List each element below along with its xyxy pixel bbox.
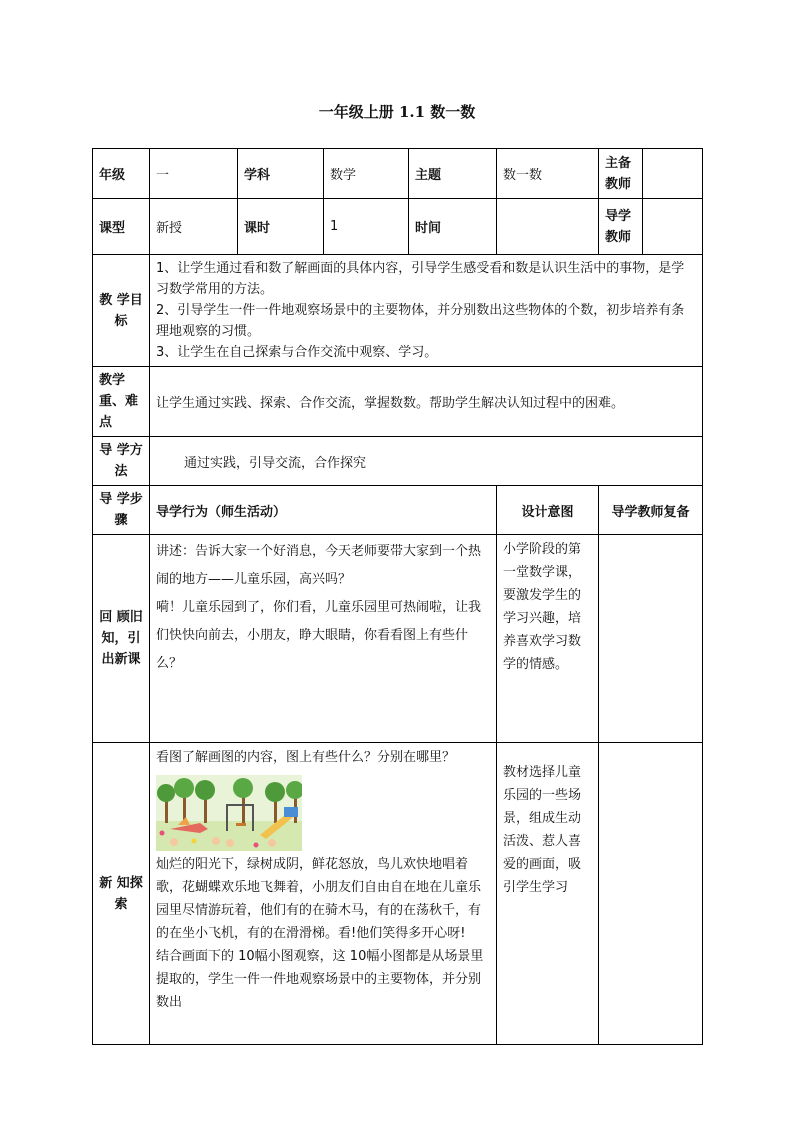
review-section-row <box>93 535 703 743</box>
method-label: 导 学方法 <box>93 437 150 486</box>
review-section-content <box>150 535 497 743</box>
info-row-1 <box>93 149 703 199</box>
subject-label: 学科 <box>238 149 324 199</box>
review-teacher-notes <box>599 535 703 743</box>
explore-section-content <box>150 743 497 1045</box>
lead-teacher-value <box>643 149 703 199</box>
explore-paragraph: 结合画面下的 10幅小图观察，这 10幅小图都是从场景里提取的，学生一件一件地观察场景中的主要物体，并分别数出 <box>156 949 484 1010</box>
lesson-plan-table <box>92 148 703 1045</box>
review-intent: 小学阶段的第一堂数学课，要激发学生的学习兴趣，培养喜欢学习数学的情感。 <box>497 535 599 743</box>
goal-item: 1、让学生通过看和数了解画面的具体内容，引导学生感受看和数是认识生活中的事物，是学习数学常用的方法。 <box>156 261 685 297</box>
intent-header: 设计意图 <box>497 486 599 535</box>
explore-section-row <box>93 743 703 1045</box>
review-header: 导学教师复备 <box>599 486 703 535</box>
activity-header: 导学行为（师生活动） <box>150 486 497 535</box>
explore-section-label: 新 知探索 <box>93 743 150 1045</box>
goal-item: 2、引导学生一件一件地观察场景中的主要物体，并分别数出这些物体的个数，初步培养有条理地观察的习惯。 <box>156 303 685 339</box>
time-label: 时间 <box>409 199 497 255</box>
goals-content <box>150 255 703 367</box>
key-points-label: 教学重、难点 <box>93 367 150 437</box>
explore-intent: 教材选择儿童乐园的一些场景，组成生动活泼、惹人喜爱的画面，吸引学生学习 <box>497 743 599 1045</box>
guide-teacher-value <box>643 199 703 255</box>
method-text: 通过实践，引导交流，合作探究 <box>150 437 703 486</box>
goals-row <box>93 255 703 367</box>
topic-value: 数一数 <box>497 149 599 199</box>
explore-question: 看图了解画图的内容，图上有些什么？分别在哪里？ <box>156 750 456 765</box>
time-value <box>497 199 599 255</box>
goals-label: 教 学目标 <box>93 255 150 367</box>
steps-header-row <box>93 486 703 535</box>
review-paragraph: 讲述：告诉大家一个好消息，今天老师要带大家到一个热闹的地方——儿童乐园，高兴吗？ <box>156 544 482 587</box>
info-row-2 <box>93 199 703 255</box>
period-value: 1 <box>324 199 409 255</box>
lesson-type-value: 新授 <box>150 199 238 255</box>
review-paragraph: 嗬！儿童乐园到了，你们看，儿童乐园里可热闹啦，让我们快快向前去，小朋友，睁大眼睛，你看看图上有些什么？ <box>156 600 482 671</box>
grade-label: 年级 <box>93 149 150 199</box>
explore-paragraph: 灿烂的阳光下，绿树成阴，鲜花怒放，鸟儿欢快地唱着歌，花蝴蝶欢乐地飞舞着，小朋友们自由自在地在儿童乐园里尽情游玩着，他们有的在骑木马，有的在荡秋千，有的在坐小飞机，有的在滑滑梯。看!他们笑得多开心呀! <box>156 857 482 941</box>
steps-label: 导 学步骤 <box>93 486 150 535</box>
lesson-type-label: 课型 <box>93 199 150 255</box>
page-title: 一年级上册 1.1 数一数 <box>318 103 476 121</box>
key-points-text: 让学生通过实践、探索、合作交流，掌握数数。帮助学生解决认知过程中的困难。 <box>150 367 703 437</box>
lead-teacher-label: 主备教师 <box>599 149 643 199</box>
guide-teacher-label: 导学教师 <box>599 199 643 255</box>
method-row <box>93 437 703 486</box>
key-points-row <box>93 367 703 437</box>
goal-item: 3、让学生在自己探索与合作交流中观察、学习。 <box>156 345 438 360</box>
explore-teacher-notes <box>599 743 703 1045</box>
review-section-label: 回 顾旧知，引 出新课 <box>93 535 150 743</box>
period-label: 课时 <box>238 199 324 255</box>
topic-label: 主题 <box>409 149 497 199</box>
grade-value: 一 <box>150 149 238 199</box>
subject-value: 数学 <box>324 149 409 199</box>
playground-illustration <box>156 775 302 851</box>
